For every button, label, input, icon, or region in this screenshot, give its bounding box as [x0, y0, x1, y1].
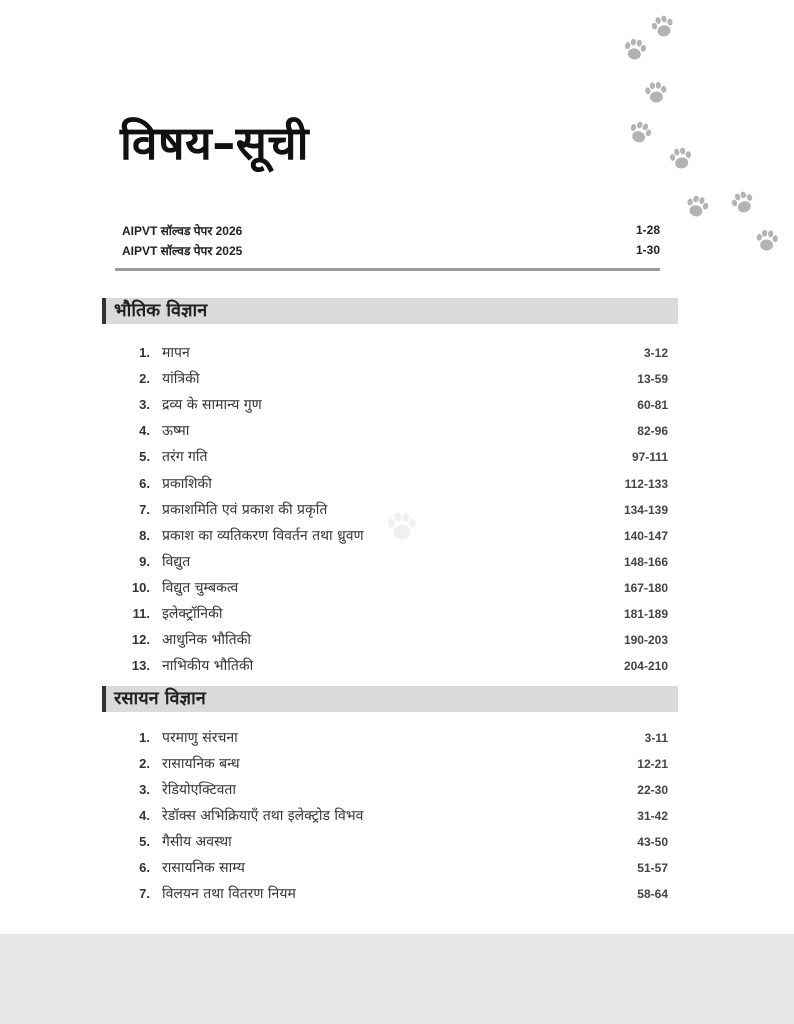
toc-row: [125, 602, 668, 626]
toc-row: [125, 445, 668, 469]
page-title: विषय–सूची: [120, 116, 309, 170]
toc-row: [125, 654, 668, 678]
toc-pages: 112-133: [624, 476, 668, 491]
watermark-paw-icon: [385, 510, 419, 544]
toc-pages: 204-210: [623, 659, 668, 674]
paper-row: [122, 240, 660, 260]
toc-row: [125, 393, 668, 417]
toc-pages: 43-50: [637, 835, 668, 849]
paw-print-icon: [620, 35, 650, 65]
toc-pages: 51-57: [637, 861, 668, 875]
toc-title: नाभिकीय भौतिकी: [162, 658, 254, 675]
toc-row: [125, 778, 668, 802]
toc-pages: 97-111: [631, 450, 668, 465]
toc-title: द्रव्य के सामान्य गुण: [162, 397, 262, 414]
toc-title: विद्युत: [162, 553, 191, 570]
toc-title: परमाणु संरचना: [162, 730, 238, 746]
section-heading: भौतिक विज्ञान: [114, 300, 208, 321]
paper-label: AIPVT सॉल्वड पेपर 2025: [122, 243, 243, 258]
toc-number: 13.: [131, 658, 150, 674]
paw-print-icon: [623, 116, 656, 149]
toc-pages: 3-12: [643, 346, 668, 360]
toc-pages: 82-96: [637, 424, 668, 439]
paw-print-icon: [753, 227, 781, 255]
toc-row: [125, 550, 668, 574]
toc-row: [125, 830, 668, 854]
toc-pages: 134-139: [623, 502, 668, 517]
toc-title: तरंग गति: [162, 449, 208, 466]
toc-number: 5.: [139, 449, 150, 465]
toc-row: [125, 752, 668, 776]
toc-title: प्रकाश का व्यतिकरण विवर्तन तथा ध्रुवण: [162, 527, 364, 544]
toc-number: 2.: [139, 756, 150, 771]
toc-number: 6.: [139, 475, 150, 491]
footer-band: [0, 934, 794, 1024]
toc-pages: 190-203: [623, 633, 668, 648]
toc-number: 4.: [139, 423, 150, 439]
toc-number: 9.: [139, 553, 150, 569]
paw-print-icon: [726, 186, 759, 219]
divider: [115, 268, 660, 271]
paper-row: [122, 220, 660, 240]
toc-row: [125, 419, 668, 443]
toc-number: 11.: [132, 606, 150, 621]
toc-row: [125, 472, 668, 496]
paw-print-icon: [666, 144, 696, 174]
toc-title: प्रकाशमिति एवं प्रकाश की प्रकृति: [162, 501, 328, 518]
toc-pages: 13-59: [637, 372, 668, 387]
paper-pages: 1-28: [635, 223, 660, 237]
toc-title: रेडॉक्स अभिक्रियाएँ तथा इलेक्ट्रोड विभव: [162, 808, 364, 824]
paw-print-icon: [647, 11, 679, 43]
section-header-chemistry: [102, 686, 678, 712]
section-header-physics: [102, 298, 678, 324]
toc-number: 7.: [139, 501, 150, 517]
toc-pages: 181-189: [623, 607, 668, 621]
toc-row: [125, 367, 668, 391]
toc-number: 2.: [139, 371, 150, 387]
toc-title: ऊष्मा: [162, 423, 190, 440]
toc-pages: 140-147: [623, 528, 668, 543]
toc-number: 6.: [139, 860, 150, 875]
toc-number: 1.: [139, 730, 150, 745]
toc-number: 12.: [131, 632, 150, 648]
toc-title: आधुनिक भौतिकी: [162, 632, 251, 649]
toc-row: [125, 856, 668, 880]
toc-row: [125, 341, 668, 365]
toc-title: रेडियोएक्टिवता: [162, 782, 237, 798]
toc-row: [125, 882, 668, 906]
paper-label: AIPVT सॉल्वड पेपर 2026: [122, 223, 243, 238]
toc-row: [125, 576, 668, 600]
toc-number: 10.: [131, 579, 150, 595]
toc-title: यांत्रिकी: [162, 371, 200, 388]
toc-number: 7.: [139, 886, 150, 901]
toc-pages: 167-180: [623, 580, 668, 595]
toc-pages: 148-166: [623, 554, 668, 569]
paw-print-icon: [681, 191, 713, 223]
section-heading: रसायन विज्ञान: [114, 688, 206, 709]
toc-pages: 58-64: [637, 887, 668, 901]
toc-pages: 22-30: [637, 783, 668, 797]
toc-pages: 60-81: [637, 398, 668, 413]
toc-number: 8.: [139, 527, 150, 543]
toc-title: प्रकाशिकी: [162, 475, 212, 492]
toc-number: 4.: [139, 808, 150, 823]
toc-title: रासायनिक बन्ध: [162, 756, 240, 772]
toc-title: विद्युत चुम्बकत्व: [162, 579, 239, 596]
toc-number: 1.: [139, 345, 150, 360]
toc-pages: 3-11: [644, 731, 668, 745]
toc-title: इलेक्ट्रॉनिकी: [162, 606, 223, 622]
toc-pages: 31-42: [637, 809, 668, 823]
toc-title: विलयन तथा वितरण नियम: [162, 886, 296, 902]
paw-print-icon: [642, 79, 670, 107]
toc-title: रासायनिक साम्य: [162, 860, 245, 876]
toc-title: गैसीय अवस्था: [162, 834, 232, 850]
toc-row: [125, 804, 668, 828]
paper-pages: 1-30: [635, 243, 660, 257]
toc-number: 3.: [139, 397, 150, 413]
toc-pages: 12-21: [637, 757, 668, 771]
toc-row: [125, 628, 668, 652]
toc-number: 5.: [139, 834, 150, 849]
toc-number: 3.: [139, 782, 150, 797]
toc-title: मापन: [162, 345, 190, 361]
toc-row: [125, 726, 668, 750]
